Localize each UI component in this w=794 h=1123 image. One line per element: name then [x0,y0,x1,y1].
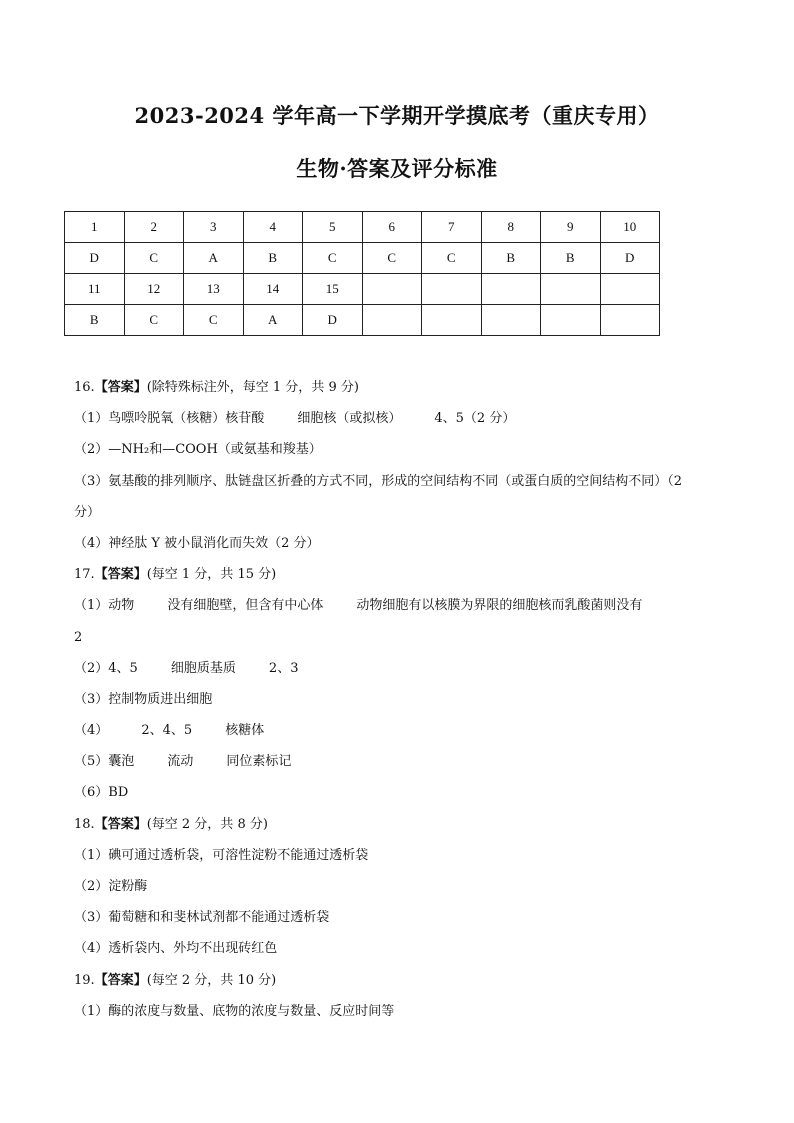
table-cell [541,305,601,336]
table-row-question-numbers [65,274,660,305]
table-cell: 5 [303,212,363,243]
table-cell: C [362,243,422,274]
table-row-question-numbers [65,212,660,243]
answer-line: （3）氨基酸的排列顺序、肽链盘区折叠的方式不同，形成的空间结构不同（或蛋白质的空间结构不同）（2 [74,473,683,489]
table-cell [541,274,601,305]
answer-tag: 【答案】 [94,816,147,832]
answer-line: （1）酶的浓度与数量、底物的浓度与数量、反应时间等 [74,1003,395,1019]
table-cell: B [541,243,601,274]
table-cell: C [303,243,363,274]
question-number: 18. [74,816,95,832]
answer-line: （6）BD [74,785,129,801]
table-row-answers [65,243,660,274]
answer-tag: 【答案】 [94,567,147,583]
answer-line: （4）神经肽 Y 被小鼠消化而失效（2 分） [74,535,320,551]
answer-line: 分） [74,504,101,520]
question-number: 16. [74,380,95,395]
answer-tag: 【答案】 [94,380,147,395]
table-cell [422,274,482,305]
answer-tag: 【答案】 [94,972,147,988]
page-title: 2023-2024 学年高一下学期开学摸底考（重庆专用） [134,103,660,128]
table-cell: D [303,305,363,336]
table-cell: B [243,243,303,274]
table-cell [422,305,482,336]
answer-line: （2）淀粉酶 [74,879,148,894]
table-cell: 9 [541,212,601,243]
answer-line: （2）4、5 细胞质基质 2、3 [74,660,299,676]
answer-line: （3）葡萄糖和和斐林试剂都不能通过透析袋 [74,910,330,926]
question-number: 19. [74,972,95,988]
table-cell: 11 [65,274,125,305]
question-18-heading [74,809,734,840]
table-cell [362,305,422,336]
score-note: (除特殊标注外，每空 1 分，共 9 分) [146,380,359,395]
table-cell: A [243,305,303,336]
table-cell [481,274,541,305]
answer-table [64,211,660,336]
table-cell: 6 [362,212,422,243]
answer-line: 2 [74,629,83,645]
question-17-heading [74,559,734,590]
score-note: (每空 2 分，共 10 分) [146,972,277,988]
table-cell [481,305,541,336]
answer-line: （1）动物 没有细胞壁，但含有中心体 动物细胞有以核膜为界限的细胞核而乳酸菌则没有 [74,598,643,614]
table-cell: 12 [124,274,184,305]
answer-line: （1）鸟嘌呤脱氧（核糖）核苷酸 细胞核（或拟核） 4、5（2 分） [74,411,516,427]
question-number: 17. [74,567,95,583]
page-subtitle: 生物·答案及评分标准 [296,156,498,181]
table-cell: 13 [184,274,244,305]
table-cell: C [124,243,184,274]
table-cell: 2 [124,212,184,243]
table-cell: 1 [65,212,125,243]
question-19-heading [74,965,734,996]
table-cell: 15 [303,274,363,305]
answer-line: （4）透析袋内、外均不出现砖红色 [74,941,278,957]
score-note: (每空 2 分，共 8 分) [146,816,268,832]
answer-body [74,372,734,1027]
table-cell: B [481,243,541,274]
answer-line: （1）碘可通过透析袋，可溶性淀粉不能通过透析袋 [74,847,369,863]
table-cell: C [184,305,244,336]
answer-line: （4） 2、4、5 核糖体 [74,723,265,739]
table-cell [362,274,422,305]
table-row-answers [65,305,660,336]
table-cell: C [124,305,184,336]
table-cell: B [65,305,125,336]
table-cell: 3 [184,212,244,243]
table-cell [600,274,660,305]
table-cell [600,305,660,336]
table-cell: 14 [243,274,303,305]
table-cell: C [422,243,482,274]
table-cell: 7 [422,212,482,243]
table-cell: 8 [481,212,541,243]
table-cell: D [600,243,660,274]
answer-line: （3）控制物质进出细胞 [74,691,213,707]
table-cell: D [65,243,125,274]
table-cell: 4 [243,212,303,243]
answer-line: （5）囊泡 流动 同位素标记 [74,754,292,770]
question-16-heading [74,372,734,403]
score-note: (每空 1 分，共 15 分) [146,567,277,583]
table-cell: A [184,243,244,274]
answer-line: （2）—NH₂和—COOH（或氨基和羧基） [74,442,322,458]
table-cell: 10 [600,212,660,243]
